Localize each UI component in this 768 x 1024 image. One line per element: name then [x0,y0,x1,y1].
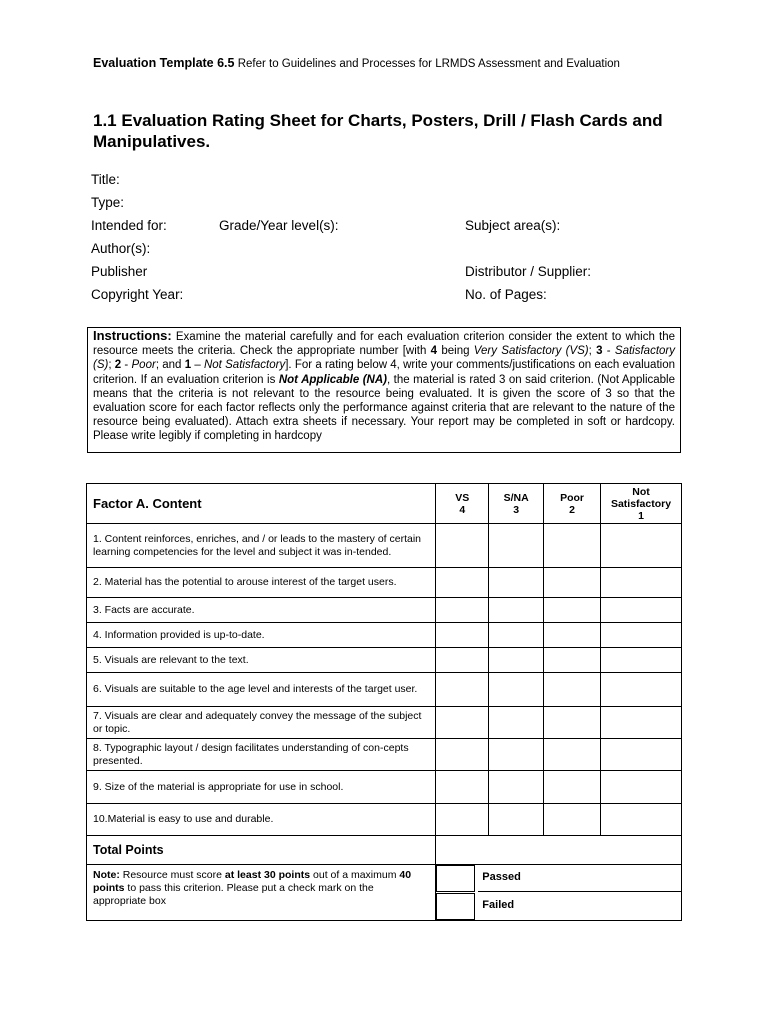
table-row [87,771,682,804]
rating-2: 2 [114,359,122,372]
field-grade-level[interactable]: Grade/Year level(s): [219,218,339,233]
rating-cell[interactable] [544,771,601,804]
rating-cell[interactable] [601,804,682,836]
rating-poor-label: Poor [131,359,156,372]
failed-checkbox[interactable] [436,893,475,920]
field-publisher[interactable]: Publisher [91,264,148,279]
criterion-7: 7. Visuals are clear and adequately convey the message of the subject or topic. [87,707,436,739]
col-header-label: Not [632,485,650,498]
criterion-2: 2. Material has the potential to arouse interest of the target users. [87,568,436,598]
field-row-intended [91,218,691,241]
rating-cell[interactable] [601,648,682,673]
criterion-1: 1. Content reinforces, enriches, and / or leads to the mastery of certain learning competencies for the level and subject it was in-tended. [87,524,436,568]
rating-cell[interactable] [436,707,489,739]
rating-cell[interactable] [489,623,544,648]
field-row-publisher [91,264,691,287]
rating-cell[interactable] [436,739,489,771]
table-row [87,673,682,707]
passed-checkbox[interactable] [436,865,475,892]
rating-cell[interactable] [601,739,682,771]
field-row-copyright [91,287,691,310]
col-header-label: Poor [560,491,585,504]
criterion-10: 10.Material is easy to use and durable. [87,804,436,836]
table-row [87,648,682,673]
table-row [87,568,682,598]
rating-cell[interactable] [489,707,544,739]
field-intended-for[interactable]: Intended for: [91,218,167,233]
instructions-text: ]. For a rating below 4, write your comments/justifications on each evaluation criterion. If an evaluation criterion is [93,359,675,386]
note-text: Resource must score [119,869,225,881]
total-row [87,836,682,865]
col-header-score: 3 [513,503,520,516]
col-header-label: Satisfactory [610,497,672,510]
page-title: 1.1 Evaluation Rating Sheet for Charts, Posters, Drill / Flash Cards and Manipulatives. [93,111,663,151]
divider [478,891,681,892]
template-label: Evaluation Template 6.5 [93,56,235,70]
instructions-text: ; [108,359,115,372]
col-header-label: S/NA [503,491,529,504]
rating-ns-label: Not Satisfactory [203,359,286,372]
rating-3: 3 [596,345,603,358]
field-no-of-pages[interactable]: No. of Pages: [465,287,547,302]
col-header-score: 2 [569,503,575,516]
failed-label: Failed [482,899,515,911]
rating-cell[interactable] [489,739,544,771]
field-title[interactable]: Title: [91,172,120,187]
total-points-label: Total Points [87,836,436,865]
criterion-9: 9. Size of the material is appropriate for use in school. [87,771,436,804]
criterion-4: 4. Information provided is up-to-date. [87,623,436,648]
rating-cell[interactable] [544,707,601,739]
criterion-6: 6. Visuals are suitable to the age level and interests of the target user. [87,673,436,707]
field-type[interactable]: Type: [91,195,125,210]
field-row-authors [91,241,691,264]
rating-cell[interactable] [436,771,489,804]
col-header-score: 4 [459,503,466,516]
pass-fail-cell [436,865,682,921]
rating-cell[interactable] [544,598,601,623]
rating-cell[interactable] [436,804,489,836]
rating-cell[interactable] [601,524,682,568]
total-points-cell[interactable] [436,836,682,865]
rating-cell[interactable] [436,524,489,568]
rating-cell[interactable] [436,623,489,648]
rating-na-label: Not Applicable (NA) [278,373,387,386]
table-row [87,524,682,568]
col-header-vs [436,484,489,524]
rating-cell[interactable] [601,673,682,707]
field-row-title [91,172,691,195]
instructions-text: , the material is rated 3 on said criterion. (Not Applicable means that the criteria is not relevant to the resource being evaluated. It is given the score of 3 so that the evaluation score for each factor reflects only the performance against criteria that are relevant to the nature of the resource being evaluated). Attach extra sheets if necessary. Your report may be completed in soft or hardcopy. Please write legibly if completing in hardcopy [93,373,675,443]
rating-cell[interactable] [544,568,601,598]
instructions-text: Examine the material carefully and for each evaluation criterion consider the extent to which the resource meets the criteria. Check the appropriate number [with [93,331,675,358]
col-header-not-satisfactory [601,484,682,524]
rating-cell[interactable] [544,673,601,707]
rating-cell[interactable] [436,598,489,623]
field-copyright-year[interactable]: Copyright Year: [91,287,184,302]
col-header-poor [544,484,601,524]
table-header-row [87,484,682,524]
info-fields [91,172,691,310]
page-header [93,56,620,70]
table-row [87,598,682,623]
criterion-3: 3. Facts are accurate. [87,598,436,623]
rating-cell[interactable] [489,648,544,673]
rating-cell[interactable] [601,568,682,598]
instructions-text: - [602,345,615,358]
rating-cell[interactable] [489,568,544,598]
note-lead: Note: [93,869,120,881]
criterion-5: 5. Visuals are relevant to the text. [87,648,436,673]
instructions-text: – [191,359,204,372]
pass-note [87,865,436,921]
note-row [87,865,682,921]
col-header-score: 1 [638,509,644,522]
table-row [87,623,682,648]
instructions-text: being [437,345,474,358]
rating-cell[interactable] [489,598,544,623]
rating-cell[interactable] [601,771,682,804]
rating-cell[interactable] [436,568,489,598]
rating-cell[interactable] [489,524,544,568]
rating-cell[interactable] [544,804,601,836]
instructions-text: ; [588,345,597,358]
rating-1: 1 [184,359,192,372]
rating-cell[interactable] [436,648,489,673]
table-row [87,707,682,739]
note-text: out of a maximum [310,869,400,881]
field-distributor[interactable]: Distributor / Supplier: [465,264,592,279]
rating-cell[interactable] [489,673,544,707]
rating-vs-label: Very Satisfactory (VS) [473,345,589,358]
table-row [87,804,682,836]
col-header-sna [489,484,544,524]
instructions-text: ; and [155,359,185,372]
rating-cell[interactable] [601,707,682,739]
rating-table [86,483,682,921]
note-text: to pass this criterion. Please put a check mark on the appropriate box [93,882,374,907]
instructions-lead: Instructions: [93,328,172,343]
instructions-text: - [121,359,132,372]
field-subject-area[interactable]: Subject area(s): [465,218,561,233]
passed-label: Passed [482,871,521,883]
rating-cell[interactable] [544,739,601,771]
pass-fail-box [436,865,681,920]
note-emphasis: 40 points [93,869,412,894]
field-authors[interactable]: Author(s): [91,241,151,256]
rating-cell[interactable] [601,598,682,623]
rating-cell[interactable] [489,804,544,836]
rating-s-label: Satisfactory (S) [93,345,675,372]
factor-title: Factor A. Content [87,484,436,524]
col-header-label: VS [455,491,470,504]
rating-cell[interactable] [489,771,544,804]
criterion-8: 8. Typographic layout / design facilitates understanding of con-cepts presented. [87,739,436,771]
rating-cell[interactable] [436,673,489,707]
note-emphasis: at least 30 points [224,869,311,881]
field-row-type [91,195,691,218]
rating-4: 4 [430,345,438,358]
table-row [87,739,682,771]
rating-cell[interactable] [544,524,601,568]
rating-cell[interactable] [601,623,682,648]
header-text: Refer to Guidelines and Processes for LRMDS Assessment and Evaluation [237,58,620,70]
rating-cell[interactable] [544,623,601,648]
rating-cell[interactable] [544,648,601,673]
instructions-box [87,327,681,453]
